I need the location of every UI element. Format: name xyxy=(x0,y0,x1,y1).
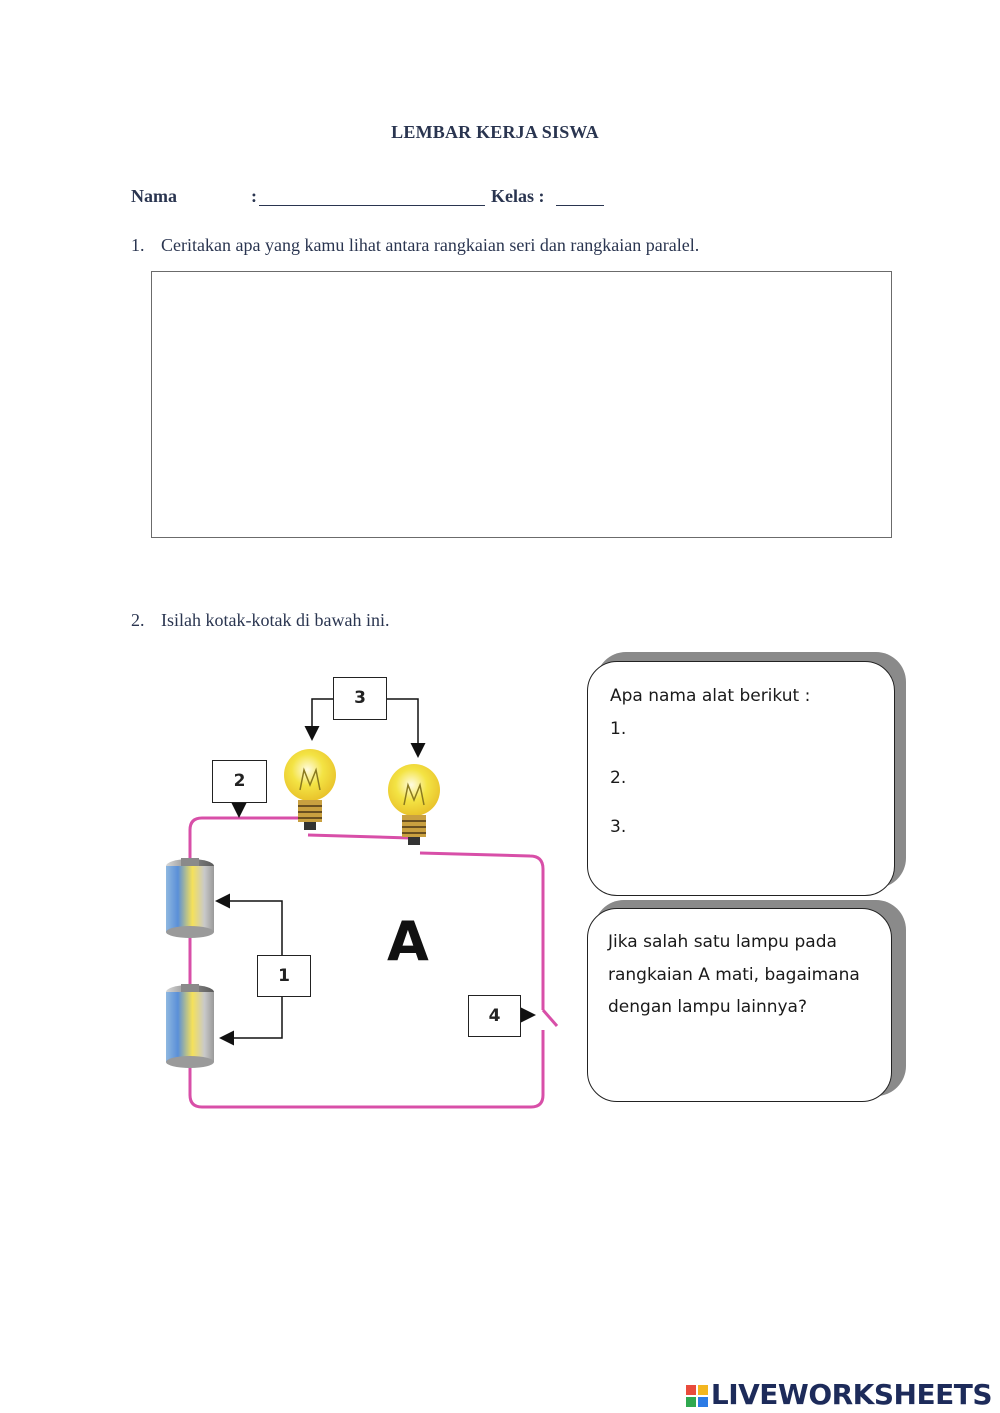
card-item: 2. xyxy=(610,768,627,788)
pointer-arrows xyxy=(218,699,533,1038)
answer-box-1[interactable] xyxy=(151,271,892,538)
card-item: 1. xyxy=(610,719,627,739)
liveworksheets-watermark xyxy=(686,1378,992,1411)
question-text: Ceritakan apa yang kamu lihat antara rangkaian seri dan rangkaian paralel. xyxy=(161,235,700,255)
wire xyxy=(190,818,557,1107)
label-box-2[interactable]: 2 xyxy=(212,760,267,803)
tools-card xyxy=(586,652,906,898)
nama-label: Nama xyxy=(131,186,177,206)
liveworksheets-logo-icon xyxy=(686,1385,708,1407)
label-box-3[interactable]: 3 xyxy=(333,677,387,720)
light-bulb-icon xyxy=(284,749,336,830)
label-box-4[interactable]: 4 xyxy=(468,995,521,1037)
question-number: 1. xyxy=(131,235,145,255)
light-bulb-icon xyxy=(388,764,440,845)
card-text-line: rangkaian A mati, bagaimana xyxy=(608,965,860,985)
card-text-line: dengan lampu lainnya? xyxy=(608,997,807,1017)
card-item: 3. xyxy=(610,817,627,837)
kelas-label: Kelas : xyxy=(491,186,545,206)
footer-brand: LIVEWORKSHEETS xyxy=(710,1378,992,1411)
nama-field[interactable] xyxy=(259,205,485,206)
worksheet-title: LEMBAR KERJA SISWA xyxy=(391,122,599,142)
battery-icon xyxy=(166,858,214,938)
kelas-field[interactable] xyxy=(556,205,604,206)
question-text: Isilah kotak-kotak di bawah ini. xyxy=(161,610,390,630)
circuit-label: A xyxy=(387,910,429,973)
lamp-question-card xyxy=(586,900,906,1104)
nama-colon: : xyxy=(251,186,257,206)
label-box-1[interactable]: 1 xyxy=(257,955,311,997)
question-number: 2. xyxy=(131,610,145,630)
card-text-line: Jika salah satu lampu pada xyxy=(608,932,837,952)
card-heading: Apa nama alat berikut : xyxy=(610,686,811,706)
battery-icon xyxy=(166,984,214,1068)
